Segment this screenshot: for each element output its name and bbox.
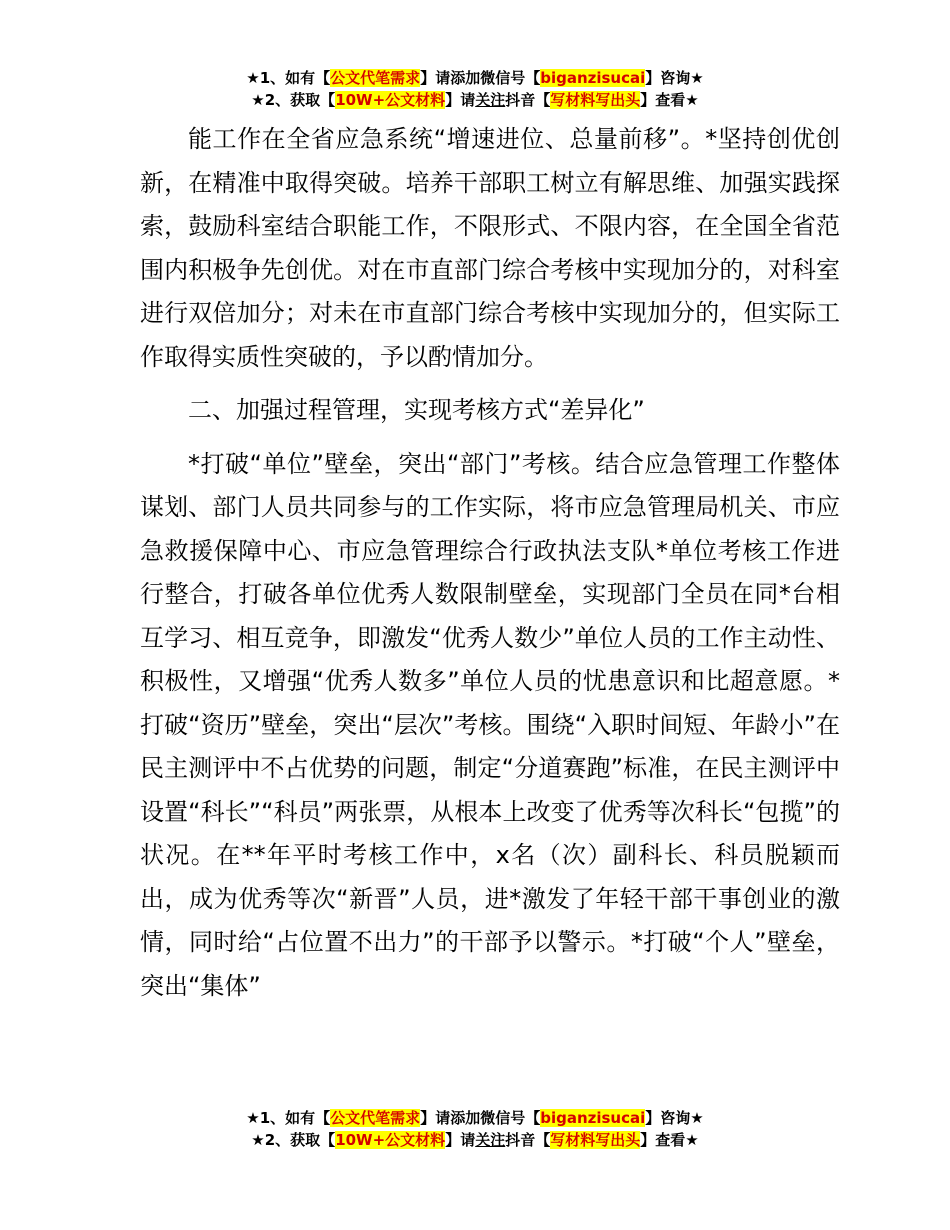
document-body (140, 118, 840, 1008)
promo-highlight: 写材料写出头 (550, 1131, 641, 1149)
promo-underlined: 关注 (475, 91, 506, 109)
promo-text: 】咨询★ (645, 69, 704, 87)
promo-text: 】请添加微信号【 (420, 69, 541, 87)
promo-text: ★2、获取【 (251, 91, 336, 109)
promo-text: ★1、如有【 (246, 69, 331, 87)
promo-text: 】咨询★ (645, 1109, 704, 1127)
promo-highlight: 公文代笔需求 (330, 1109, 421, 1127)
promo-text: 】请添加微信号【 (420, 1109, 541, 1127)
body-paragraph-2: *打破“单位”壁垒，突出“部门”考核。结合应急管理工作整体谋划、部门人员共同参与的工作实际，将市应急管理局机关、市应急救援保障中心、市应急管理综合行政执法支队*单位考核工作进行整合，打破各单位优秀人数限制壁垒，实现部门全员在同*台相互学习、相互竞争，即激发“优秀人数少”单位人员的工作主动性、积极性，又增强“优秀人数多”单位人员的忧患意识和比超意愿。*打破“资历”壁垒，突出“层次”考核。围绕“入职时间短、年龄小”在民主测评中不占优势的问题，制定“分道赛跑”标准，在民主测评中设置“科长”“科员”两张票，从根本上改变了优秀等次科长“包揽”的状况。在**年平时考核工作中，x名（次）副科长、科员脱颖而出，成为优秀等次“新晋”人员，进*激发了年轻干部干事创业的激情，同时给“占位置不出力”的干部予以警示。*打破“个人”壁垒，突出“集体” (140, 449, 840, 1000)
promo-underlined: 关注 (475, 1131, 506, 1149)
promo-text: 抖音【 (505, 1131, 551, 1149)
promo-text: 】请 (445, 1131, 476, 1149)
promo-line-2 (0, 89, 950, 111)
promo-text: ★1、如有【 (246, 1109, 331, 1127)
body-paragraph-1: 能工作在全省应急系统“增速进位、总量前移”。*坚持创优创新，在精准中取得突破。培养干部职工树立有解思维、加强实践探索，鼓励科室结合职能工作，不限形式、不限内容，在全国全省范围内积极争先创优。对在市直部门综合考核中实现加分的，对科室进行双倍加分；对未在市直部门综合考核中实现加分的，但实际工作取得实质性突破的，予以酌情加分。 (140, 125, 840, 371)
promo-text: ★2、获取【 (251, 1131, 336, 1149)
promo-highlight: 10W+公文材料 (335, 1131, 446, 1149)
promo-text: 】查看★ (640, 1131, 699, 1149)
promo-highlight-wechat-id: biganzisucai (540, 69, 646, 87)
promo-banner-top (0, 67, 950, 111)
promo-text: 抖音【 (505, 91, 551, 109)
promo-highlight: 写材料写出头 (550, 91, 641, 109)
promo-text: 】请 (445, 91, 476, 109)
promo-highlight: 10W+公文材料 (335, 91, 446, 109)
promo-line-2 (0, 1129, 950, 1151)
promo-line-1 (0, 67, 950, 89)
promo-highlight: 公文代笔需求 (330, 69, 421, 87)
promo-line-1 (0, 1107, 950, 1129)
promo-highlight-wechat-id: biganzisucai (540, 1109, 646, 1127)
promo-text: 】查看★ (640, 91, 699, 109)
promo-banner-bottom (0, 1107, 950, 1151)
section-heading-2: 二、加强过程管理，实现考核方式“差异化” (188, 396, 645, 424)
